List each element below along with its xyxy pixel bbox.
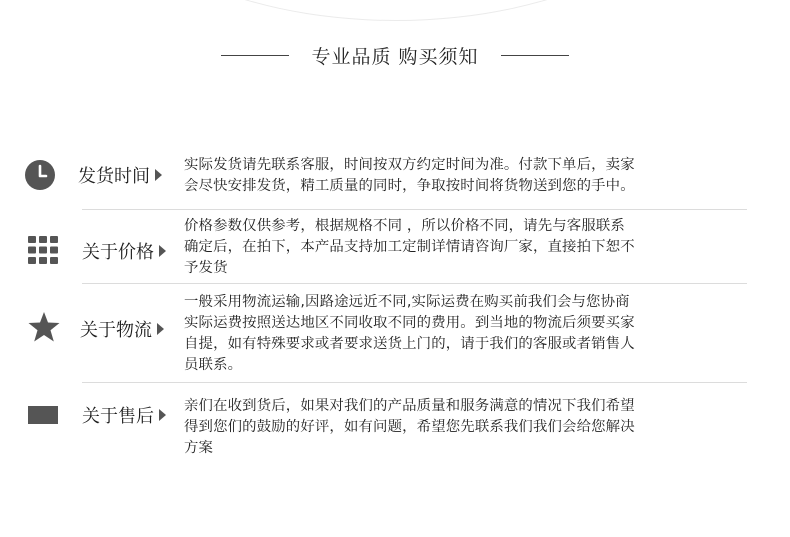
section-divider	[82, 283, 747, 284]
caret-right-icon	[159, 245, 166, 257]
section-divider	[82, 209, 747, 210]
section-description: 价格参数仅供参考，根据规格不同 ，所以价格不同，请先与客服联系 确定后，在拍下，本产品支持加工定制详情请咨询厂家，直接拍下恕不 予发货	[184, 218, 635, 276]
section-label: 关于物流	[80, 316, 164, 342]
section-description: 一般采用物流运输,因路途远近不同,实际运费在购买前我们会与您协商 实际运费按照送达地区不同收取不同的费用。到当地的物流后须要买家 自提，如有特殊要求或者要求送货上门的，请于我们的客服或者销售人 员联系。	[184, 294, 635, 373]
decorative-arc	[90, 0, 702, 21]
star-icon	[28, 312, 60, 346]
caret-right-icon	[155, 169, 162, 181]
rectangle-icon	[28, 406, 58, 428]
section-divider	[82, 382, 747, 383]
caret-right-icon	[159, 409, 166, 421]
grid-icon	[28, 236, 58, 268]
caret-right-icon	[157, 323, 164, 335]
page-header	[0, 42, 790, 68]
section-label: 关于价格	[82, 238, 166, 264]
section-description: 实际发货请先联系客服，时间按双方约定时间为准。付款下单后，卖家 会尽快安排发货，精工质量的同时，争取按时间将货物送到您的手中。	[184, 157, 635, 194]
section-description: 亲们在收到货后，如果对我们的产品质量和服务满意的情况下我们希望 得到您们的鼓励的好评，如有问题，希望您先联系我们我们会给您解决 方案	[184, 398, 635, 456]
header-right-line	[501, 55, 569, 56]
section-label: 发货时间	[78, 162, 162, 188]
page-title: 专业品质 购买须知	[311, 45, 479, 68]
header-left-line	[221, 55, 289, 56]
section-label: 关于售后	[82, 402, 166, 428]
clock-icon	[25, 160, 55, 194]
